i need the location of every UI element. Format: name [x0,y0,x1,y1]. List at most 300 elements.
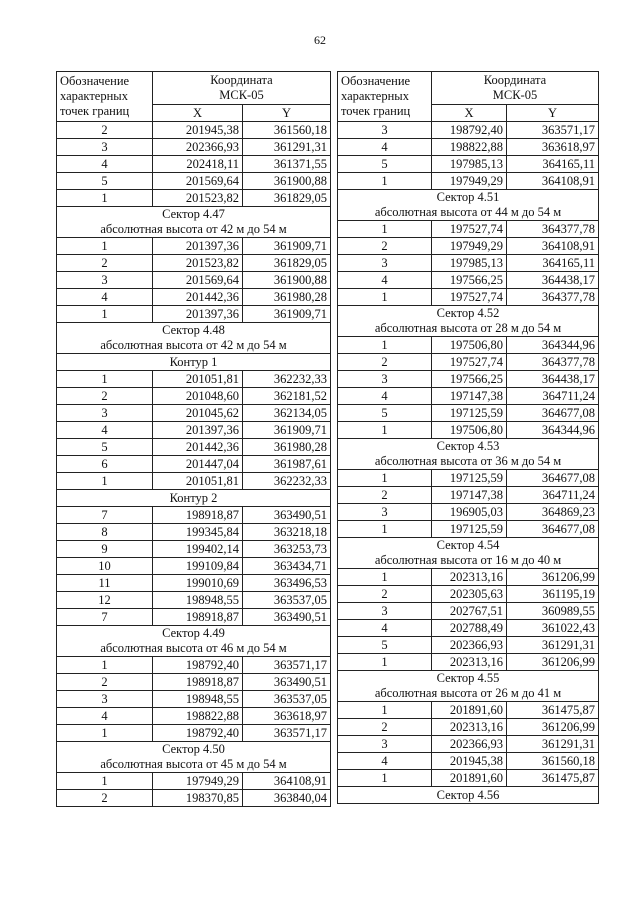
sector-title: Сектор 4.50 [162,742,225,756]
point-number: 2 [338,719,432,736]
y-coordinate: 363537,05 [243,691,331,708]
x-coordinate: 198948,55 [153,691,243,708]
x-coordinate: 198948,55 [153,592,243,609]
x-coordinate: 202418,11 [153,156,243,173]
altitude-range: абсолютная высота от 42 м до 54 м [100,222,287,236]
point-number: 4 [338,620,432,637]
x-coordinate: 197527,74 [432,221,507,238]
table-row [57,156,331,173]
x-coordinate: 201891,60 [432,702,507,719]
y-coordinate: 361909,71 [243,422,331,439]
point-number: 4 [57,422,153,439]
x-coordinate: 197527,74 [432,289,507,306]
x-coordinate: 197506,80 [432,337,507,354]
point-number: 4 [57,156,153,173]
table-row [338,388,599,405]
altitude-range: абсолютная высота от 16 м до 40 м [374,553,562,567]
table-row [57,255,331,272]
table-row [57,790,331,807]
x-coordinate: 201447,04 [153,456,243,473]
table-row [338,736,599,753]
x-coordinate: 201397,36 [153,306,243,323]
point-number: 1 [57,725,153,742]
x-coordinate: 197147,38 [432,388,507,405]
point-number: 4 [57,708,153,725]
point-number: 1 [338,221,432,238]
x-coordinate: 196905,03 [432,504,507,521]
sector-heading [338,439,599,470]
point-number: 1 [338,770,432,787]
x-coordinate: 201442,36 [153,289,243,306]
point-number: 7 [57,609,153,626]
sector-row [57,207,331,238]
table-row [338,620,599,637]
point-number: 4 [338,139,432,156]
y-coordinate: 361022,43 [507,620,599,637]
point-number: 6 [57,456,153,473]
y-coordinate: 363490,51 [243,507,331,524]
coordinate-label: Координата [210,73,273,87]
y-coordinate: 364677,08 [507,405,599,422]
sector-heading [57,626,331,657]
table-row [57,674,331,691]
sector-heading [57,207,331,238]
coordinate-header [432,72,599,105]
table-row [338,156,599,173]
point-number: 1 [338,337,432,354]
x-coordinate: 202313,16 [432,654,507,671]
x-coordinate: 198792,40 [432,122,507,139]
y-coordinate: 361560,18 [507,753,599,770]
table-row [338,719,599,736]
table-row [338,139,599,156]
table-body [57,122,331,807]
x-coordinate: 202305,63 [432,586,507,603]
table-row [338,637,599,654]
coordinates-table-left [56,71,331,807]
x-coordinate: 202767,51 [432,603,507,620]
x-coordinate: 198918,87 [153,674,243,691]
sector-row [57,626,331,657]
table-row [338,470,599,487]
table-row [338,702,599,719]
table-row [57,609,331,626]
coordinates-table-right [337,71,599,804]
x-coordinate: 201045,62 [153,405,243,422]
y-coordinate: 361900,88 [243,272,331,289]
x-coordinate: 201945,38 [153,122,243,139]
point-number: 2 [57,388,153,405]
x-coordinate: 197949,29 [432,238,507,255]
x-coordinate: 197566,25 [432,272,507,289]
y-coordinate: 361206,99 [507,719,599,736]
point-number: 1 [338,521,432,538]
x-coordinate: 197125,59 [432,521,507,538]
table-row [57,371,331,388]
table-row [57,541,331,558]
x-coordinate: 201397,36 [153,238,243,255]
point-number: 2 [338,238,432,255]
x-coordinate: 198822,88 [153,708,243,725]
designation-line-1: Обозначение [341,74,411,88]
point-number: 2 [338,487,432,504]
x-coordinate: 197527,74 [432,354,507,371]
coordinate-system: МСК-05 [219,88,264,102]
altitude-range: абсолютная высота от 46 м до 54 м [100,641,287,655]
y-coordinate: 363571,17 [243,657,331,674]
point-number: 1 [338,569,432,586]
y-coordinate: 363618,97 [243,708,331,725]
point-number: 1 [57,473,153,490]
table-row [57,473,331,490]
point-number: 3 [338,603,432,620]
point-number: 1 [338,422,432,439]
table-row [338,122,599,139]
point-number: 1 [57,371,153,388]
x-coordinate: 201397,36 [153,422,243,439]
x-coordinate: 201523,82 [153,255,243,272]
y-coordinate: 361291,31 [507,637,599,654]
table-header-row [57,72,331,105]
sector-title: Сектор 4.49 [162,626,225,640]
sector-title: Сектор 4.51 [436,190,500,204]
table-row [57,708,331,725]
point-number: 4 [338,753,432,770]
table-row [57,306,331,323]
sector-title: Сектор 4.47 [162,207,225,221]
y-coordinate: 361291,31 [243,139,331,156]
point-number: 1 [338,654,432,671]
sector-row [338,439,599,470]
sector-title: Сектор 4.52 [436,306,500,320]
sector-row [57,323,331,354]
y-coordinate: 361987,61 [243,456,331,473]
table-row [57,725,331,742]
designation-line-2: характерных [60,89,128,103]
sector-row [338,190,599,221]
x-header: X [153,105,243,122]
point-number: 5 [338,405,432,422]
point-number: 1 [338,173,432,190]
altitude-range: абсолютная высота от 26 м до 41 м [374,686,562,700]
sector-row [338,538,599,569]
point-number: 2 [338,586,432,603]
y-coordinate: 361829,05 [243,190,331,207]
y-header: Y [507,105,599,122]
point-number: 3 [338,371,432,388]
point-number: 9 [57,541,153,558]
table-row [57,575,331,592]
table-row [57,657,331,674]
point-number: 7 [57,507,153,524]
y-coordinate: 364377,78 [507,221,599,238]
table-row [57,592,331,609]
x-coordinate: 201048,60 [153,388,243,405]
point-number: 3 [338,255,432,272]
x-coordinate: 197985,13 [432,255,507,272]
y-coordinate: 361900,88 [243,173,331,190]
y-coordinate: 363434,71 [243,558,331,575]
y-coordinate: 364869,23 [507,504,599,521]
sector-heading [338,538,599,569]
y-coordinate: 363496,53 [243,575,331,592]
y-coordinate: 364108,91 [507,173,599,190]
point-number: 3 [57,272,153,289]
point-number: 5 [57,439,153,456]
y-coordinate: 363571,17 [243,725,331,742]
designation-line-3: точек границ [60,104,130,118]
sector-heading [338,671,599,702]
table-row [57,139,331,156]
y-coordinate: 361475,87 [507,770,599,787]
point-number: 1 [57,306,153,323]
x-coordinate: 202788,49 [432,620,507,637]
x-coordinate: 201891,60 [432,770,507,787]
y-coordinate: 364165,11 [507,156,599,173]
sector-row [57,742,331,773]
sector-title: Сектор 4.54 [436,538,500,552]
table-row [338,238,599,255]
y-coordinate: 364711,24 [507,487,599,504]
point-number: 2 [57,674,153,691]
y-coordinate: 363218,18 [243,524,331,541]
point-number: 5 [338,156,432,173]
contour-row [338,787,599,804]
table-row [338,569,599,586]
table-row [338,255,599,272]
table-row [57,456,331,473]
table-row [338,487,599,504]
y-coordinate: 362232,33 [243,371,331,388]
table-row [57,122,331,139]
coordinate-system: МСК-05 [492,88,538,102]
x-coordinate: 198918,87 [153,609,243,626]
y-coordinate: 362232,33 [243,473,331,490]
point-number: 1 [57,190,153,207]
point-number: 5 [338,637,432,654]
point-number: 3 [338,504,432,521]
table-row [338,173,599,190]
point-number: 5 [57,173,153,190]
table-row [338,289,599,306]
table-row [57,190,331,207]
point-number: 3 [57,405,153,422]
sector-heading [338,306,599,337]
contour-row [57,354,331,371]
y-coordinate: 364344,96 [507,337,599,354]
table-row [338,422,599,439]
contour-heading: Сектор 4.56 [338,787,599,804]
y-coordinate: 364677,08 [507,470,599,487]
y-coordinate: 363253,73 [243,541,331,558]
x-coordinate: 198792,40 [153,657,243,674]
x-coordinate: 197147,38 [432,487,507,504]
x-coordinate: 199109,84 [153,558,243,575]
x-coordinate: 202366,93 [153,139,243,156]
x-coordinate: 198792,40 [153,725,243,742]
sector-title: Сектор 4.55 [436,671,500,685]
x-coordinate: 197985,13 [432,156,507,173]
table-row [338,586,599,603]
point-number: 1 [57,657,153,674]
y-coordinate: 361560,18 [243,122,331,139]
point-number: 1 [338,702,432,719]
y-coordinate: 364377,78 [507,354,599,371]
y-coordinate: 361909,71 [243,238,331,255]
altitude-range: абсолютная высота от 45 м до 54 м [100,757,287,771]
point-number: 4 [338,388,432,405]
point-number: 2 [57,122,153,139]
y-coordinate: 364438,17 [507,272,599,289]
y-coordinate: 363840,04 [243,790,331,807]
point-number: 3 [57,139,153,156]
point-number: 8 [57,524,153,541]
y-coordinate: 364108,91 [507,238,599,255]
y-coordinate: 361206,99 [507,569,599,586]
y-coordinate: 363618,97 [507,139,599,156]
x-coordinate: 197566,25 [432,371,507,388]
table-row [57,238,331,255]
table-row [57,524,331,541]
table-row [338,272,599,289]
table-row [57,173,331,190]
point-number: 2 [57,255,153,272]
y-coordinate: 361829,05 [243,255,331,272]
table-row [57,422,331,439]
table-row [57,507,331,524]
point-number: 2 [57,790,153,807]
x-coordinate: 199345,84 [153,524,243,541]
designation-header [338,72,432,122]
x-coordinate: 201523,82 [153,190,243,207]
point-number: 1 [338,289,432,306]
x-coordinate: 197949,29 [153,773,243,790]
y-coordinate: 361475,87 [507,702,599,719]
sector-row [338,306,599,337]
y-coordinate: 361371,55 [243,156,331,173]
contour-row [57,490,331,507]
point-number: 4 [338,272,432,289]
y-coordinate: 361291,31 [507,736,599,753]
point-number: 3 [338,736,432,753]
sector-heading [57,323,331,354]
sector-heading [338,190,599,221]
table-body [338,122,599,804]
table-row [57,439,331,456]
table-row [338,405,599,422]
point-number: 3 [338,122,432,139]
table-row [57,272,331,289]
table-row [338,770,599,787]
point-number: 3 [57,691,153,708]
y-coordinate: 361980,28 [243,439,331,456]
y-coordinate: 364711,24 [507,388,599,405]
x-coordinate: 201051,81 [153,473,243,490]
y-header: Y [243,105,331,122]
y-coordinate: 361980,28 [243,289,331,306]
table-row [338,504,599,521]
x-coordinate: 202366,93 [432,637,507,654]
table-row [338,371,599,388]
x-coordinate: 201569,64 [153,272,243,289]
y-coordinate: 363571,17 [507,122,599,139]
x-coordinate: 201051,81 [153,371,243,388]
contour-heading: Контур 1 [57,354,331,371]
x-coordinate: 202313,16 [432,719,507,736]
x-coordinate: 201945,38 [432,753,507,770]
y-coordinate: 361909,71 [243,306,331,323]
designation-line-3: точек границ [341,104,411,118]
x-coordinate: 197949,29 [432,173,507,190]
sector-row [338,671,599,702]
table-row [338,753,599,770]
x-coordinate: 198822,88 [432,139,507,156]
x-coordinate: 198918,87 [153,507,243,524]
table-header-row [338,72,599,105]
table-row [57,558,331,575]
y-coordinate: 363490,51 [243,674,331,691]
table-row [57,405,331,422]
y-coordinate: 364377,78 [507,289,599,306]
x-coordinate: 201569,64 [153,173,243,190]
y-coordinate: 364344,96 [507,422,599,439]
x-coordinate: 198370,85 [153,790,243,807]
x-coordinate: 197125,59 [432,405,507,422]
table-row [338,354,599,371]
y-coordinate: 361206,99 [507,654,599,671]
coordinate-header [153,72,331,105]
altitude-range: абсолютная высота от 28 м до 54 м [374,321,562,335]
designation-line-1: Обозначение [60,74,130,88]
page-number: 62 [314,33,326,47]
altitude-range: абсолютная высота от 36 м до 54 м [374,454,562,468]
x-coordinate: 197125,59 [432,470,507,487]
contour-heading: Контур 2 [57,490,331,507]
table-row [57,773,331,790]
y-coordinate: 363490,51 [243,609,331,626]
table-row [57,388,331,405]
y-coordinate: 360989,55 [507,603,599,620]
y-coordinate: 362181,52 [243,388,331,405]
point-number: 2 [338,354,432,371]
x-coordinate: 201442,36 [153,439,243,456]
point-number: 10 [57,558,153,575]
point-number: 11 [57,575,153,592]
x-coordinate: 199010,69 [153,575,243,592]
x-coordinate: 199402,14 [153,541,243,558]
table-row [57,691,331,708]
x-header: X [432,105,507,122]
x-coordinate: 197506,80 [432,422,507,439]
point-number: 1 [57,773,153,790]
altitude-range: абсолютная высота от 44 м до 54 м [374,205,562,219]
table-row [338,654,599,671]
y-coordinate: 363537,05 [243,592,331,609]
table-row [338,603,599,620]
table-row [338,521,599,538]
y-coordinate: 364677,08 [507,521,599,538]
point-number: 12 [57,592,153,609]
designation-header [57,72,153,122]
altitude-range: абсолютная высота от 42 м до 54 м [100,338,287,352]
sector-title: Сектор 4.53 [436,439,500,453]
point-number: 1 [338,470,432,487]
x-coordinate: 202366,93 [432,736,507,753]
y-coordinate: 362134,05 [243,405,331,422]
table-row [338,221,599,238]
coordinate-label: Координата [483,73,547,87]
x-coordinate: 202313,16 [432,569,507,586]
